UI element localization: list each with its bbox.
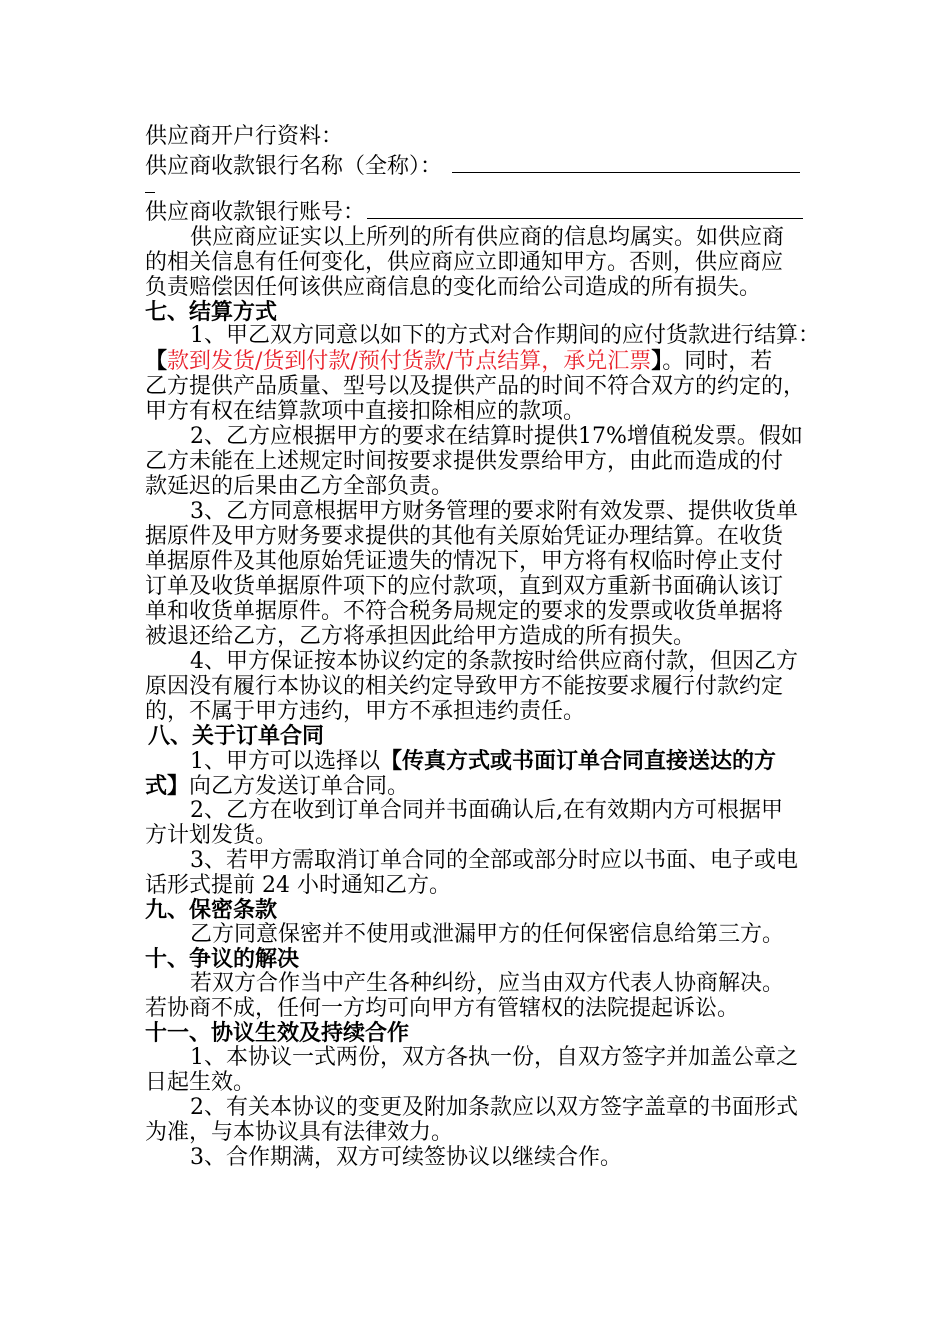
verify-line: 供应商应证实以上所列的所有供应商的信息均属实。如供应商	[190, 225, 785, 250]
section-title: 十、争议的解决	[145, 946, 300, 972]
paragraph-line: 若双方合作当中产生各种纠纷，应当由双方代表人协商解决。	[190, 971, 785, 996]
paragraph-line: 式】向乙方发送订单合同。	[145, 773, 410, 799]
verify-line: 负责赔偿因任何该供应商信息的变化而给公司造成的所有损失。	[145, 275, 762, 300]
bank-name-row: 供应商收款银行名称（全称）：	[145, 152, 800, 178]
paragraph-line: 1、甲乙双方同意以如下的方式对合作期间的应付货款进行结算：	[190, 323, 820, 348]
paragraph-line: 1、甲方可以选择以【传真方式或书面订单合同直接送达的方	[190, 748, 777, 774]
section-title: 九、保密条款	[145, 897, 278, 923]
paragraph-line: 若协商不成，任何一方均可向甲方有管辖权的法院提起诉讼。	[145, 996, 740, 1021]
paragraph-line: 乙方同意保密并不使用或泄漏甲方的任何保密信息给第三方。	[190, 922, 785, 947]
settlement-options: 款到发货/货到付款/预付货款/节点结算，承兑汇票	[167, 349, 652, 374]
paragraph-line: 2、有关本协议的变更及附加条款应以双方签字盖章的书面形式	[190, 1095, 798, 1120]
paragraph-line: 单和收货单据原件。不符合税务局规定的要求的发票或收货单据将	[145, 599, 784, 624]
paragraph-line: 被退还给乙方，乙方将承担因此给甲方造成的所有损失。	[145, 624, 696, 649]
verify-line: 的相关信息有任何变化，供应商应立即通知甲方。否则，供应商应	[145, 250, 784, 275]
paragraph-line: 为准，与本协议具有法律效力。	[145, 1120, 454, 1145]
bank-account-row: 供应商收款银行账号：	[145, 198, 803, 224]
paragraph-line: 3、合作期满，双方可续签协议以继续合作。	[190, 1145, 622, 1170]
paragraph-line: 的，不属于甲方违约，甲方不承担违约责任。	[145, 699, 586, 724]
paragraph-line: 原因没有履行本协议的相关约定导致甲方不能按要求履行付款约定	[145, 674, 784, 699]
bank-name-blank	[452, 152, 800, 173]
settlement-options-line: 【款到发货/货到付款/预付货款/节点结算，承兑汇票】。同时，若	[145, 348, 773, 374]
paragraph-line: 订单及收货单据原件项下的应付款项，直到双方重新书面确认该订	[145, 574, 784, 599]
section-title: 七、结算方式	[145, 299, 278, 325]
paragraph-line: 乙方未能在上述规定时间按要求提供发票给甲方，由此而造成的付	[145, 449, 784, 474]
paragraph-line: 日起生效。	[145, 1070, 256, 1095]
paragraph-line: 话形式提前 24 小时通知乙方。	[145, 873, 451, 898]
section-title: 十一、协议生效及持续合作	[145, 1020, 410, 1046]
paragraph-line: 2、乙方在收到订单合同并书面确认后,在有效期内方可根据甲	[190, 798, 783, 823]
paragraph-line: 3、乙方同意根据甲方财务管理的要求附有效发票、提供收货单	[190, 499, 798, 524]
blank-stub	[145, 192, 155, 193]
paragraph-line: 2、乙方应根据甲方的要求在结算时提供17%增值税发票。假如	[190, 424, 803, 449]
paragraph-line: 乙方提供产品质量、型号以及提供产品的时间不符合双方的约定的，	[145, 374, 806, 399]
paragraph-line: 3、若甲方需取消订单合同的全部或部分时应以书面、电子或电	[190, 848, 798, 873]
paragraph-line: 单据原件及其他原始凭证遗失的情况下，甲方将有权临时停止支付	[145, 549, 784, 574]
paragraph-line: 4、甲方保证按本协议约定的条款按时给供应商付款，但因乙方	[190, 649, 798, 674]
paragraph-line: 据原件及甲方财务要求提供的其他有关原始凭证办理结算。在收货	[145, 524, 784, 549]
paragraph-line: 款延迟的后果由乙方全部负责。	[145, 474, 454, 499]
paragraph-line: 1、本协议一式两份，双方各执一份，自双方签字并加盖公章之	[190, 1045, 798, 1070]
bank-info-label: 供应商开户行资料：	[145, 124, 344, 149]
paragraph-line: 方计划发货。	[145, 823, 278, 848]
section-title: 八、关于订单合同	[148, 723, 325, 749]
paragraph-line: 甲方有权在结算款项中直接扣除相应的款项。	[145, 399, 586, 424]
bank-account-blank	[367, 198, 803, 219]
